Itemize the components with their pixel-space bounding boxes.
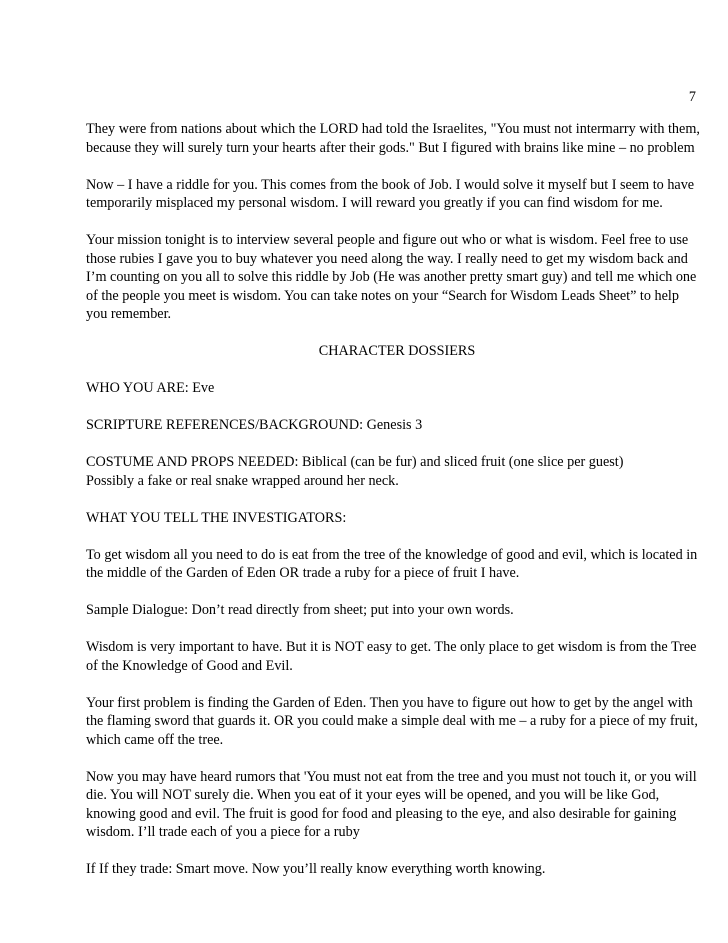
costume-line-1: COSTUME AND PROPS NEEDED: Biblical (can be fur) and sliced fruit (one slice per guest) [86, 454, 624, 470]
page-number: 7 [688, 89, 696, 105]
tell-paragraph: To get wisdom all you need to do is eat from the tree of the knowledge of good and evil, which is located in the middle of the Garden of Eden OR trade a ruby for a piece of fruit I have. [86, 546, 698, 581]
dialogue-paragraph-3: Now you may have heard rumors that 'You must not eat from the tree and you must not touch it, or you will die. You will NOT surely die. When you eat of it your eyes will be opened, and you will be like God, knowing good and evil. The fruit is good for food and pleasing to the eye, and also desirable for gaining wisdom. I’ll trade each of you a piece for a ruby [86, 768, 697, 840]
dialogue-paragraph-4: If If they trade: Smart move. Now you’ll really know everything worth knowing. [86, 861, 546, 877]
dialogue-paragraph-1: Wisdom is very important to have. But it is NOT easy to get. The only place to get wisdom is from the Tree of the Knowledge of Good and Evil. [86, 639, 697, 674]
intro-paragraph-2: Now – I have a riddle for you. This comes from the book of Job. I would solve it myself but I seem to have temporarily misplaced my personal wisdom. I will reward you greatly if you can find wisdom for me. [86, 176, 695, 211]
document-body [86, 120, 700, 897]
who-you-are: WHO YOU ARE: Eve [86, 380, 215, 396]
scripture-references: SCRIPTURE REFERENCES/BACKGROUND: Genesis 3 [86, 417, 423, 433]
costume-line-2: Possibly a fake or real snake wrapped around her neck. [86, 472, 399, 489]
dialogue-paragraph-2: Your first problem is finding the Garden of Eden. Then you have to figure out how to get by the angel with the flaming sword that guards it. OR you could make a simple deal with me – a ruby for a piece of my fruit, which came off the tree. [86, 694, 698, 748]
costume-props [86, 453, 700, 490]
section-heading: CHARACTER DOSSIERS [318, 343, 476, 359]
sample-dialogue-note: Sample Dialogue: Don’t read directly from sheet; put into your own words. [86, 602, 514, 618]
tell-investigators-heading: WHAT YOU TELL THE INVESTIGATORS: [86, 509, 347, 526]
intro-paragraph-1: They were from nations about which the LORD had told the Israelites, "You must not intermarry with them, because they will surely turn your hearts after their gods." But I figured with brains like mine – no problem [86, 121, 700, 156]
intro-paragraph-3: Your mission tonight is to interview several people and figure out who or what is wisdom. Feel free to use those rubies I gave you to buy whatever you need along the way. I really need to get my wisdom back and I’m counting on you all to solve this riddle by Job (He was another pretty smart guy) and tell me which one of the people you meet is wisdom. You can take notes on your “Search for Wisdom Leads Sheet” to help you remember. [86, 232, 697, 322]
